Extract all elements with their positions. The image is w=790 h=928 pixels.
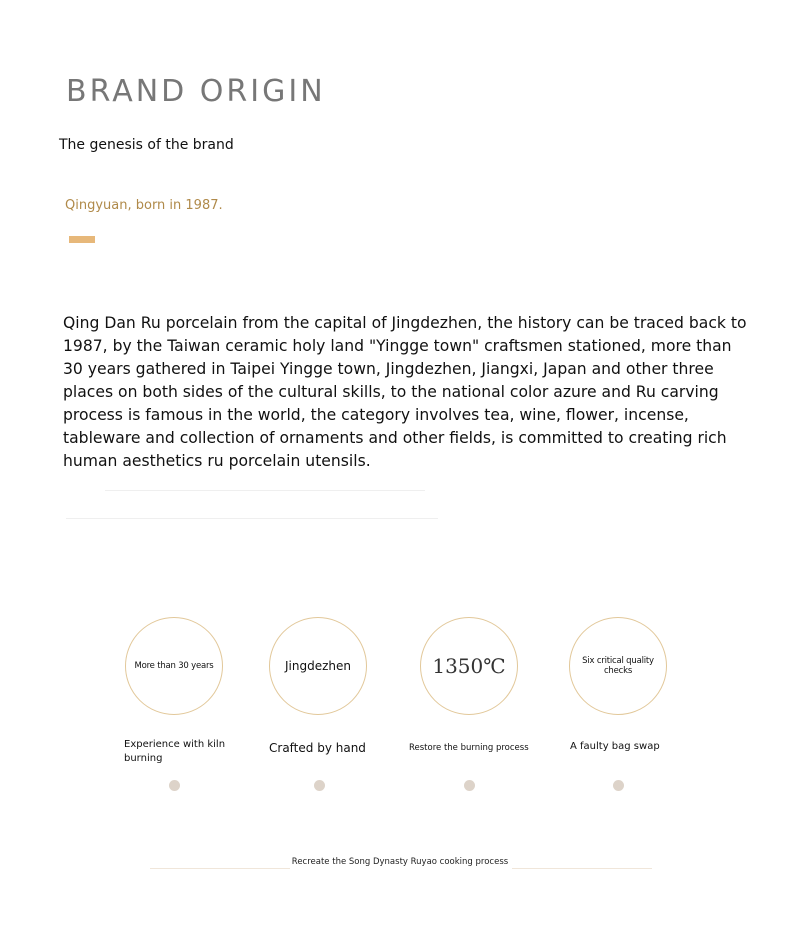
feature-dot (314, 780, 325, 791)
feature-circle-quality (569, 617, 667, 715)
feature-caption-experience: Experience with kiln burning (124, 739, 226, 764)
feature-circle-label: More than 30 years (134, 661, 214, 671)
feature-circle-label: 1350℃ (432, 654, 506, 678)
decorative-divider (66, 518, 438, 519)
feature-dot (464, 780, 475, 791)
feature-dot (613, 780, 624, 791)
brand-tagline: Qingyuan, born in 1987. (65, 198, 223, 213)
feature-caption-burning: Restore the burning process (409, 743, 529, 753)
feature-circle-label: Six critical quality checks (582, 656, 654, 676)
footer-divider-left (150, 868, 290, 869)
feature-circle-experience (125, 617, 223, 715)
footer-divider-right (512, 868, 652, 869)
feature-caption-handmade: Crafted by hand (269, 741, 366, 755)
section-subtitle: The genesis of the brand (59, 137, 234, 153)
footer-text: Recreate the Song Dynasty Ruyao cooking process (291, 857, 509, 867)
decorative-divider (105, 490, 425, 491)
feature-circle-temperature (420, 617, 518, 715)
page-title: BRAND ORIGIN (66, 74, 326, 109)
feature-dot (169, 780, 180, 791)
feature-circle-label: Jingdezhen (285, 659, 351, 673)
feature-circle-origin (269, 617, 367, 715)
accent-divider (69, 236, 95, 243)
brand-description: Qing Dan Ru porcelain from the capital of Jingdezhen, the history can be traced back to 1987, by the Taiwan ceramic holy land "Yingge town" craftsmen stationed, more than 30 years gathered in Taipei Yingge town, Jingdezhen, Jiangxi, Japan and other three places on both sides of the cultural skills, to the national color azure and Ru carving process is famous in the world, the category involves tea, wine, flower, incense, tableware and collection of ornaments and other fields, is committed to creating rich human aesthetics ru porcelain utensils. (63, 314, 747, 470)
feature-caption-swap: A faulty bag swap (570, 741, 660, 752)
